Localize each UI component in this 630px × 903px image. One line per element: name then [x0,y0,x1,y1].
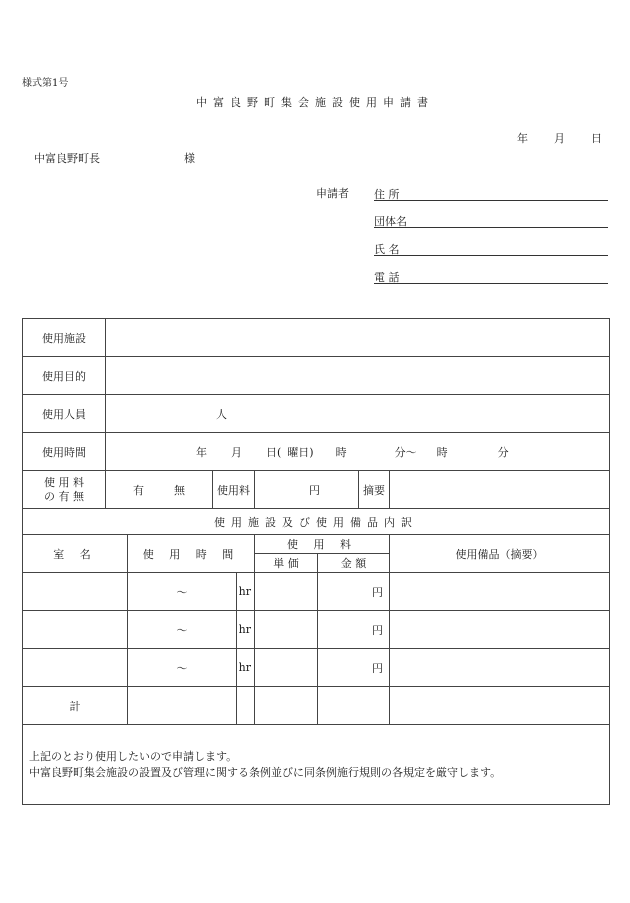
breakdown-title-row [23,509,610,535]
phone-label: 電 話 [374,271,400,284]
fee-yes: 有 [133,483,144,497]
declaration-line2: 中富良野町集会施設の設置及び管理に関する条例並びに同条例施行規則の各規定を厳守します。 [29,766,502,779]
fee-row [23,471,610,509]
column-fee: 使 用 料 [255,535,390,554]
applicant-address-field[interactable] [374,186,608,201]
breakdown-header-row-1 [23,535,610,554]
date-month-label: 月 [554,132,565,145]
persons-row [23,395,610,433]
group-label: 団体名 [374,215,407,228]
time-minute-end: 分 [497,445,509,459]
fee-presence-label [23,471,106,509]
amount-cell[interactable]: 円 [318,573,390,611]
column-equipment: 使用備品（摘要） [390,535,610,573]
purpose-row [23,357,610,395]
hours-cell[interactable]: hr [237,573,255,611]
equipment-cell[interactable] [390,649,610,687]
application-table [22,318,610,805]
room-cell[interactable] [23,611,128,649]
honorific: 様 [184,152,195,165]
equipment-cell[interactable] [390,611,610,649]
form-number: 様式第1号 [22,78,69,89]
addressee: 中富良野町長 [34,152,100,165]
time-minute-start: 分〜 [394,445,417,459]
time-hour-end: 時 [436,445,448,459]
column-time: 使 用 時 間 [128,535,255,573]
persons-label: 使用人員 [23,395,106,433]
total-row [23,687,610,725]
application-date [517,130,602,146]
applicant-group-field[interactable] [374,213,608,228]
time-range-cell[interactable]: 〜 [128,611,237,649]
name-label: 氏 名 [374,243,400,256]
fee-amount-field[interactable] [255,471,359,509]
time-hour-start: 時 [335,445,347,459]
time-row [23,433,610,471]
hours-cell[interactable]: hr [237,649,255,687]
fee-unit: 円 [309,483,320,497]
unit-price-cell[interactable] [255,649,318,687]
breakdown-title: 使用施設及び使用備品内訳 [23,509,610,535]
breakdown-row [23,573,610,611]
total-amount-cell[interactable] [318,687,390,725]
fee-label-line1: 使 用 料 [44,475,84,489]
equipment-cell[interactable] [390,573,610,611]
column-amount: 金 額 [318,554,390,573]
breakdown-row [23,649,610,687]
address-label: 住 所 [374,188,400,201]
room-cell[interactable] [23,573,128,611]
time-range-cell[interactable]: 〜 [128,573,237,611]
time-year: 年 [196,445,207,459]
applicant-label: 申請者 [316,187,349,200]
column-unit-price: 単 価 [255,554,318,573]
remarks-label: 摘要 [359,471,390,509]
fee-label-line2: の 有 無 [44,489,84,503]
facility-row [23,319,610,357]
total-equipment-cell[interactable] [390,687,610,725]
hours-cell[interactable]: hr [237,611,255,649]
time-label: 使用時間 [23,433,106,471]
declaration-text [23,725,610,805]
fee-no: 無 [174,483,185,497]
fee-amount-label: 使用料 [213,471,255,509]
amount-cell[interactable]: 円 [318,611,390,649]
fee-presence-field[interactable] [106,471,213,509]
unit-price-cell[interactable] [255,573,318,611]
unit-price-cell[interactable] [255,611,318,649]
total-hours-cell[interactable] [237,687,255,725]
total-label: 計 [23,687,128,725]
time-month: 月 [231,445,242,459]
time-weekday: 曜日) [287,445,314,459]
facility-field[interactable] [106,319,610,357]
column-room: 室 名 [23,535,128,573]
purpose-field[interactable] [106,357,610,395]
breakdown-row [23,611,610,649]
persons-unit: 人 [216,407,227,421]
total-unit-price-cell[interactable] [255,687,318,725]
date-day-label: 日 [591,132,602,145]
applicant-phone-field[interactable] [374,269,608,284]
form-title: 中富良野町集会施設使用申請書 [196,96,434,109]
amount-cell[interactable]: 円 [318,649,390,687]
remarks-field[interactable] [390,471,610,509]
purpose-label: 使用目的 [23,357,106,395]
total-time-cell[interactable] [128,687,237,725]
declaration-row [23,725,610,805]
applicant-name-field[interactable] [374,241,608,256]
time-field[interactable] [106,433,610,471]
date-year-label: 年 [517,132,528,145]
facility-label: 使用施設 [23,319,106,357]
time-day: 日( [266,445,282,459]
time-range-cell[interactable]: 〜 [128,649,237,687]
room-cell[interactable] [23,649,128,687]
declaration-line1: 上記のとおり使用したいので申請します。 [29,750,238,763]
persons-field[interactable] [106,395,610,433]
